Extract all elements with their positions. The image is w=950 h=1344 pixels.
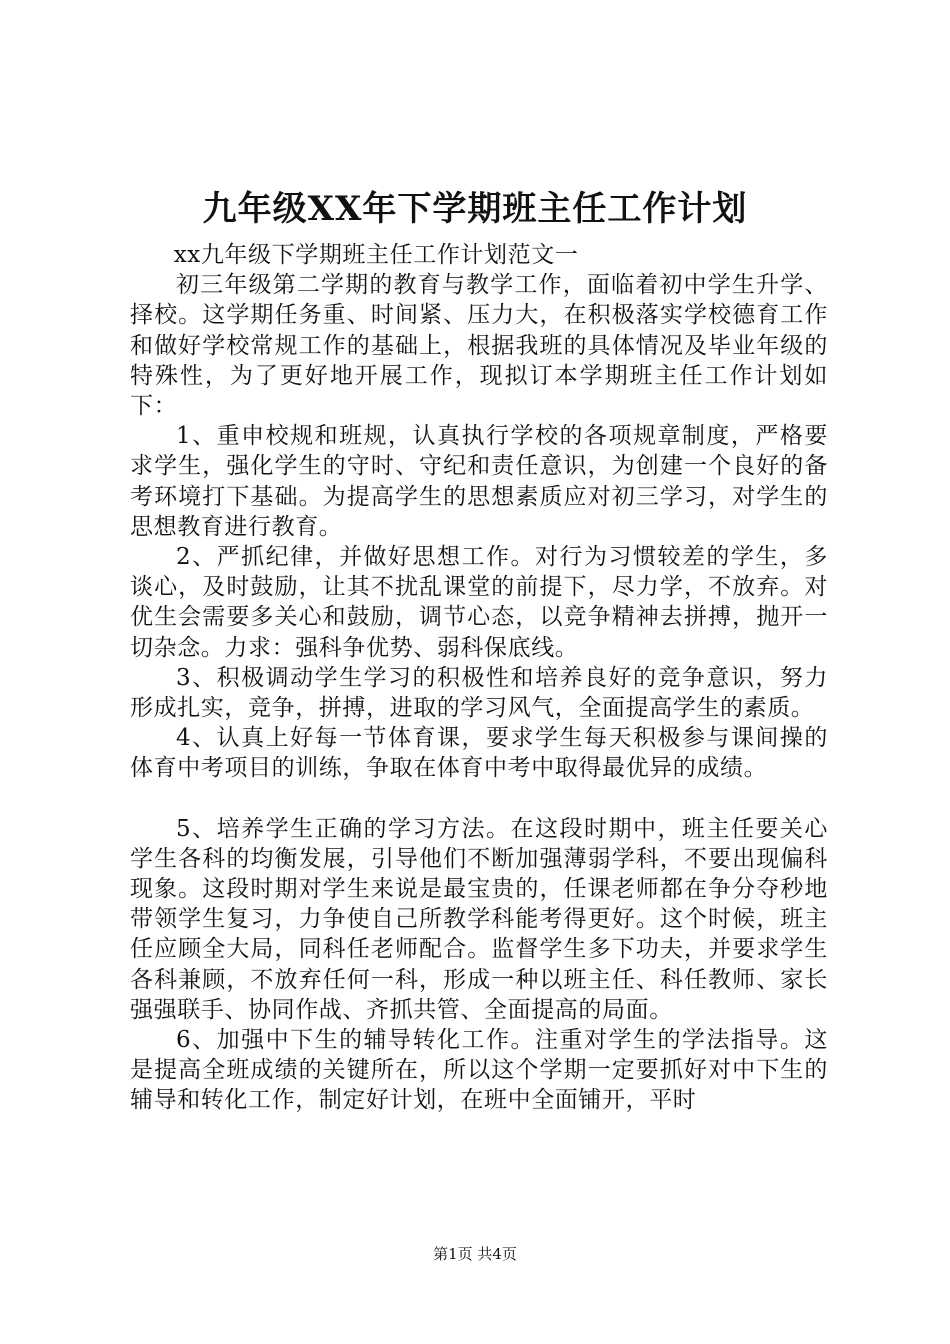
paragraph-spacer: [130, 784, 828, 814]
document-body: [130, 240, 828, 1116]
paragraph-item-2: 2、严抓纪律，并做好思想工作。对行为习惯较差的学生，多谈心，及时鼓励，让其不扰乱课堂的前提下，尽力学，不放弃。对优生会需要多关心和鼓励，调节心态，以竞争精神去拼搏，抛开一切杂念。力求：强科争优势、弱科保底线。: [130, 544, 828, 661]
paragraph-item-5: 5、培养学生正确的学习方法。在这段时期中，班主任要关心学生各科的均衡发展，引导他们不断加强薄弱学科，不要出现偏科现象。这段时期对学生来说是最宝贵的，任课老师都在争分夺秒地带领学生复习，力争使自己所教学科能考得更好。这个时候，班主任应顾全大局，同科任老师配合。监督学生多下功夫，并要求学生各科兼顾，不放弃任何一科，形成一种以班主任、科任教师、家长强强联手、协同作战、齐抓共管、全面提高的局面。: [130, 815, 828, 1023]
paragraph-item-4: 4、认真上好每一节体育课，要求学生每天积极参与课间操的体育中考项目的训练，争取在体育中考中取得最优异的成绩。: [130, 725, 828, 782]
paragraph-item-1: 1、重申校规和班规，认真执行学校的各项规章制度，严格要求学生，强化学生的守时、守纪和责任意识，为创建一个良好的备考环境打下基础。为提高学生的思想素质应对初三学习，对学生的思想教育进行教育。: [130, 423, 828, 540]
paragraph-item-3: 3、积极调动学生学习的积极性和培养良好的竞争意识，努力形成扎实，竞争，拼搏，进取的学习风气，全面提高学生的素质。: [130, 664, 828, 722]
document-title: 九年级XX年下学期班主任工作计划: [202, 189, 748, 229]
page-footer: 第1页 共4页: [433, 1245, 517, 1263]
document-subtitle: xx九年级下学期班主任工作计划范文一: [173, 242, 579, 268]
paragraph-item-6: 6、加强中下生的辅导转化工作。注重对学生的学法指导。这是提高全班成绩的关键所在，所以这个学期一定要抓好对中下生的辅导和转化工作，制定好计划，在班中全面铺开，平时: [130, 1027, 828, 1114]
paragraph-intro: 初三年级第二学期的教育与教学工作，面临着初中学生升学、择校。这学期任务重、时间紧、压力大，在积极落实学校德育工作和做好学校常规工作的基础上，根据我班的具体情况及毕业年级的特殊性，为了更好地开展工作，现拟订本学期班主任工作计划如下：: [130, 272, 828, 420]
